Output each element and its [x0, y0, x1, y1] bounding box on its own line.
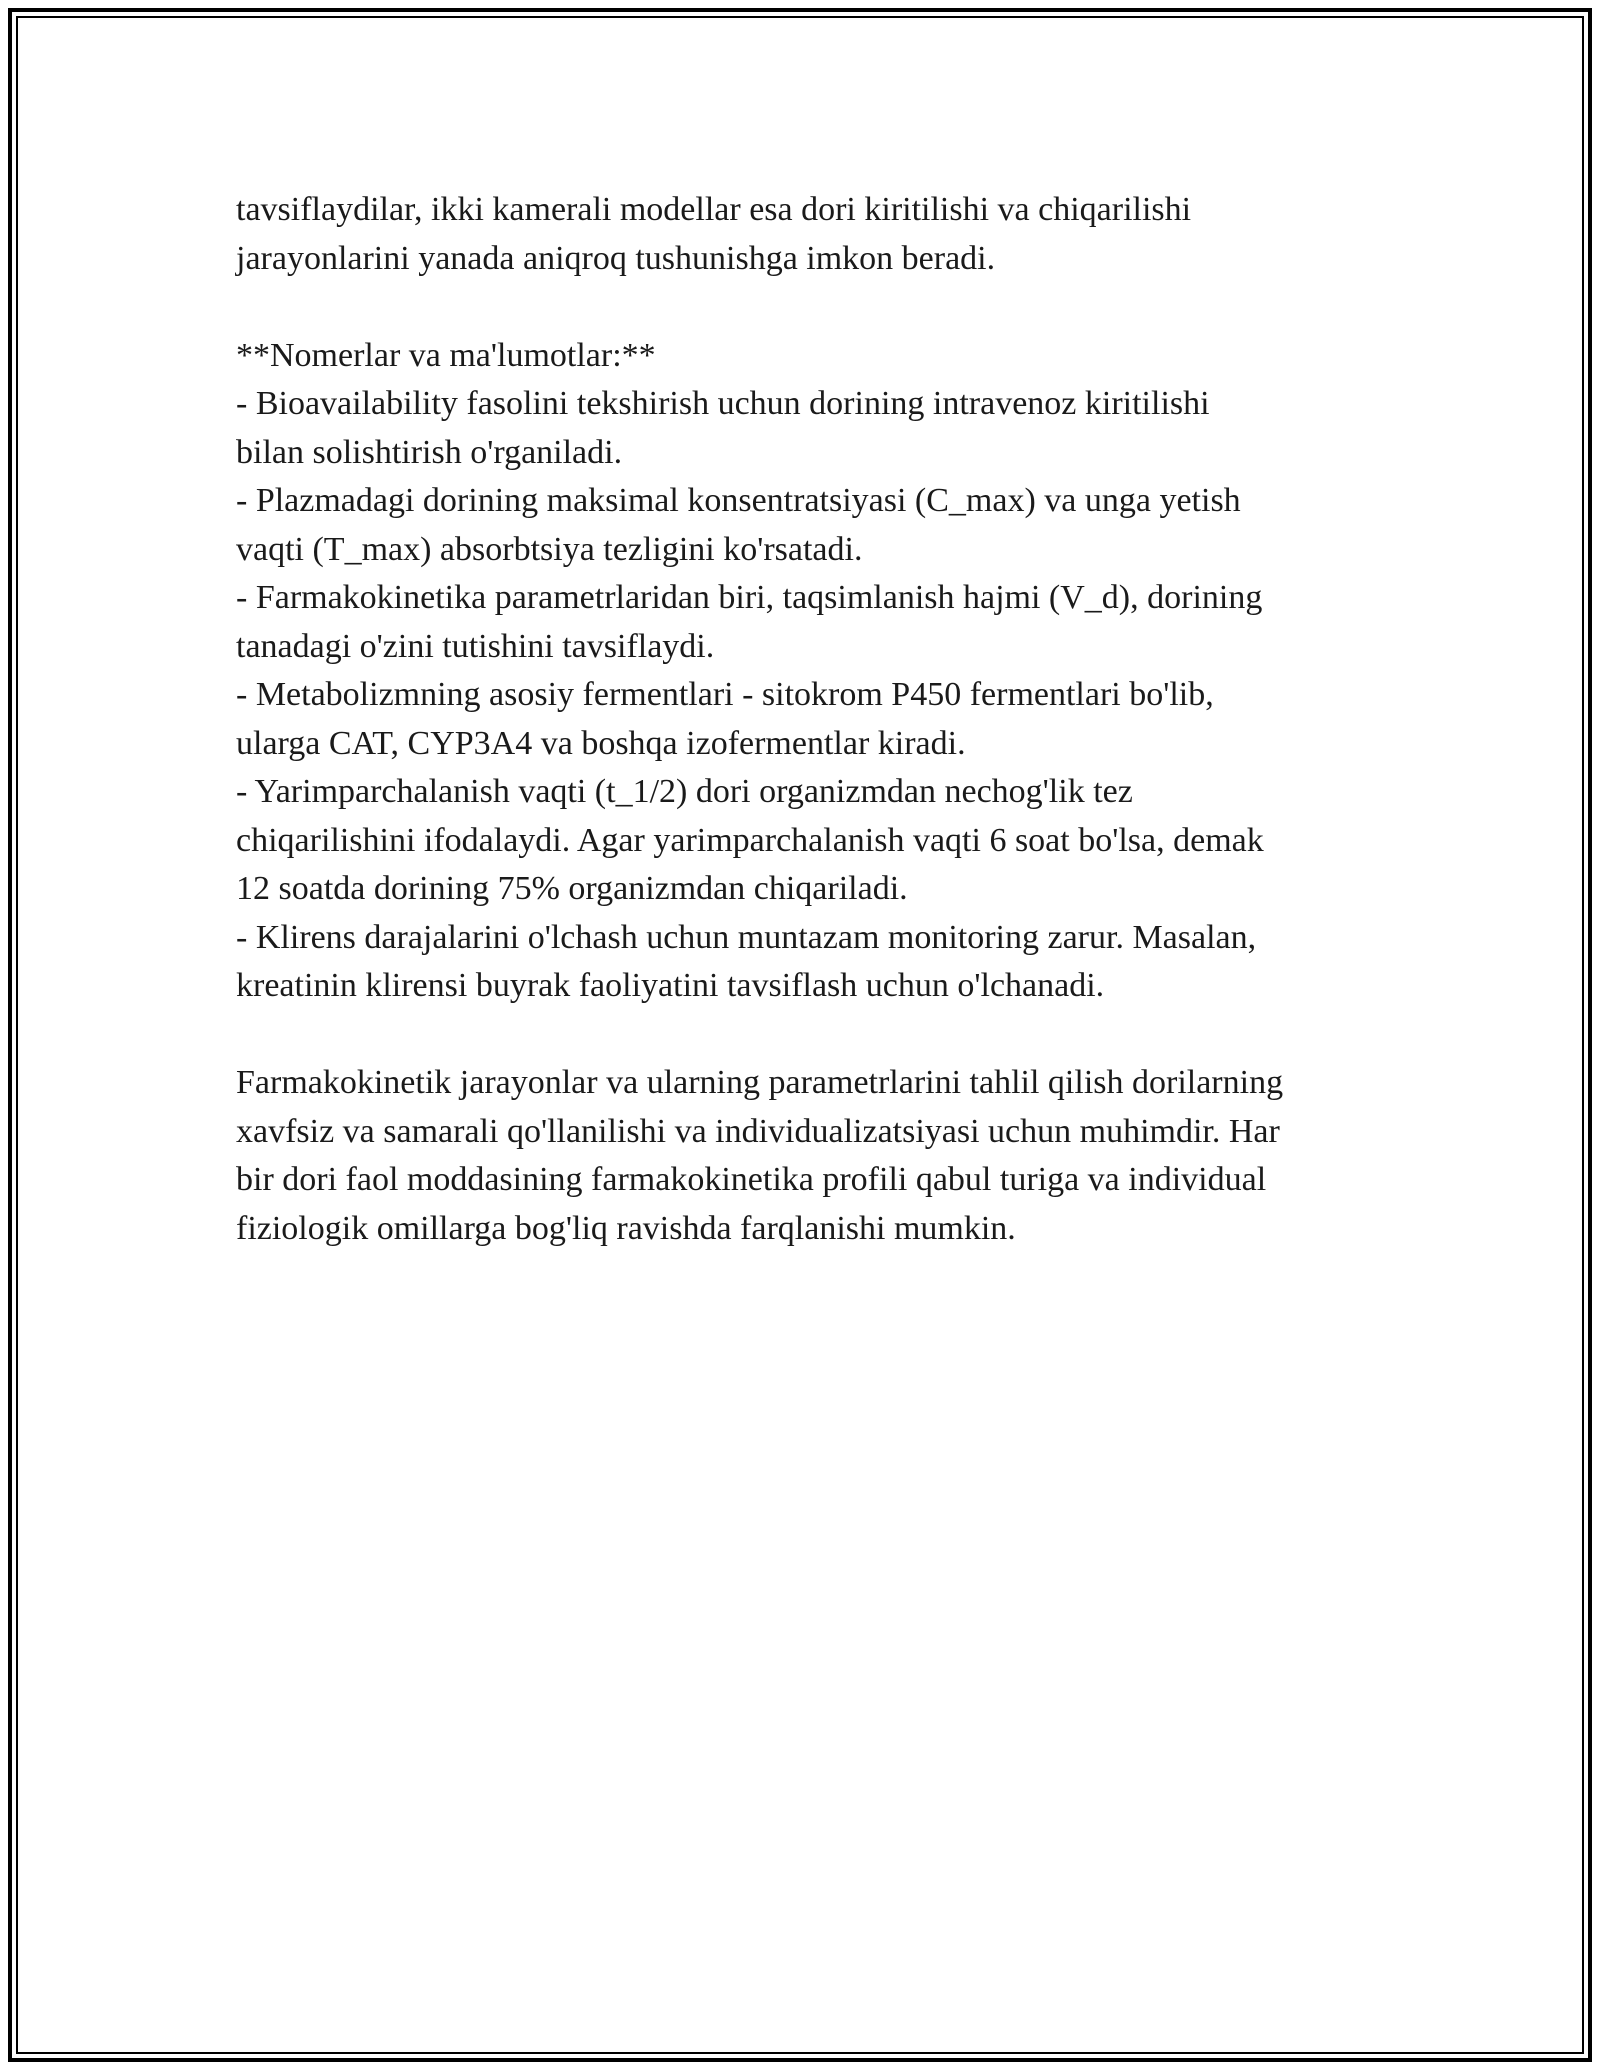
text-line: xavfsiz va samarali qo'llanilishi va individualizatsiyasi uchun muhimdir. Har: [236, 1112, 1280, 1150]
text-line: fiziologik omillarga bog'liq ravishda farqlanishi mumkin.: [236, 1209, 1016, 1247]
conclusion-paragraph: [236, 1059, 1396, 1253]
list-line: ularga CAT, CYP3A4 va boshqa izofermentlar kiradi.: [236, 724, 966, 762]
text-line: Farmakokinetik jarayonlar va ularning parametrlarini tahlil qilish dorilarning: [236, 1064, 1284, 1101]
intro-paragraph: [236, 186, 1396, 283]
list-line: - Bioavailability fasolini tekshirish uchun dorining intravenoz kiritilishi: [236, 385, 1210, 422]
list-line: kreatinin klirensi buyrak faoliyatini tavsiflash uchun o'lchanadi.: [236, 967, 1105, 1004]
list-line: - Metabolizmning asosiy fermentlari - sitokrom P450 fermentlari bo'lib,: [236, 676, 1214, 713]
text-line: tavsiflaydilar, ikki kamerali modellar esa dori kiritilishi va chiqarilishi: [236, 191, 1192, 228]
paragraph-gap: [236, 283, 1396, 332]
paragraph-gap: [236, 1011, 1396, 1060]
list-line: vaqti (T_max) absorbtsiya tezligini ko'rsatadi.: [236, 530, 863, 568]
numbers-section: [236, 332, 1396, 1011]
list-line: chiqarilishini ifodalaydi. Agar yarimparchalanish vaqti 6 soat bo'lsa, demak: [236, 821, 1264, 859]
list-line: - Yarimparchalanish vaqti (t_1/2) dori organizmdan nechog'lik tez: [236, 773, 1133, 810]
text-line: jarayonlarini yanada aniqroq tushunishga imkon beradi.: [236, 239, 996, 277]
list-line: 12 soatda dorining 75% organizmdan chiqariladi.: [236, 870, 908, 907]
section-heading: **Nomerlar va ma'lumotlar:**: [236, 336, 656, 374]
text-line: bir dori faol moddasining farmakokinetika profili qabul turiga va individual: [236, 1161, 1267, 1198]
document-body: [236, 186, 1396, 1253]
list-line: - Plazmadagi dorining maksimal konsentratsiyasi (C_max) va unga yetish: [236, 482, 1241, 519]
list-line: tanadagi o'zini tutishini tavsiflaydi.: [236, 627, 715, 665]
list-line: - Klirens darajalarini o'lchash uchun muntazam monitoring zarur. Masalan,: [236, 918, 1257, 956]
list-line: bilan solishtirish o'rganiladi.: [236, 433, 623, 471]
list-line: - Farmakokinetika parametrlaridan biri, taqsimlanish hajmi (V_d), dorining: [236, 579, 1263, 616]
